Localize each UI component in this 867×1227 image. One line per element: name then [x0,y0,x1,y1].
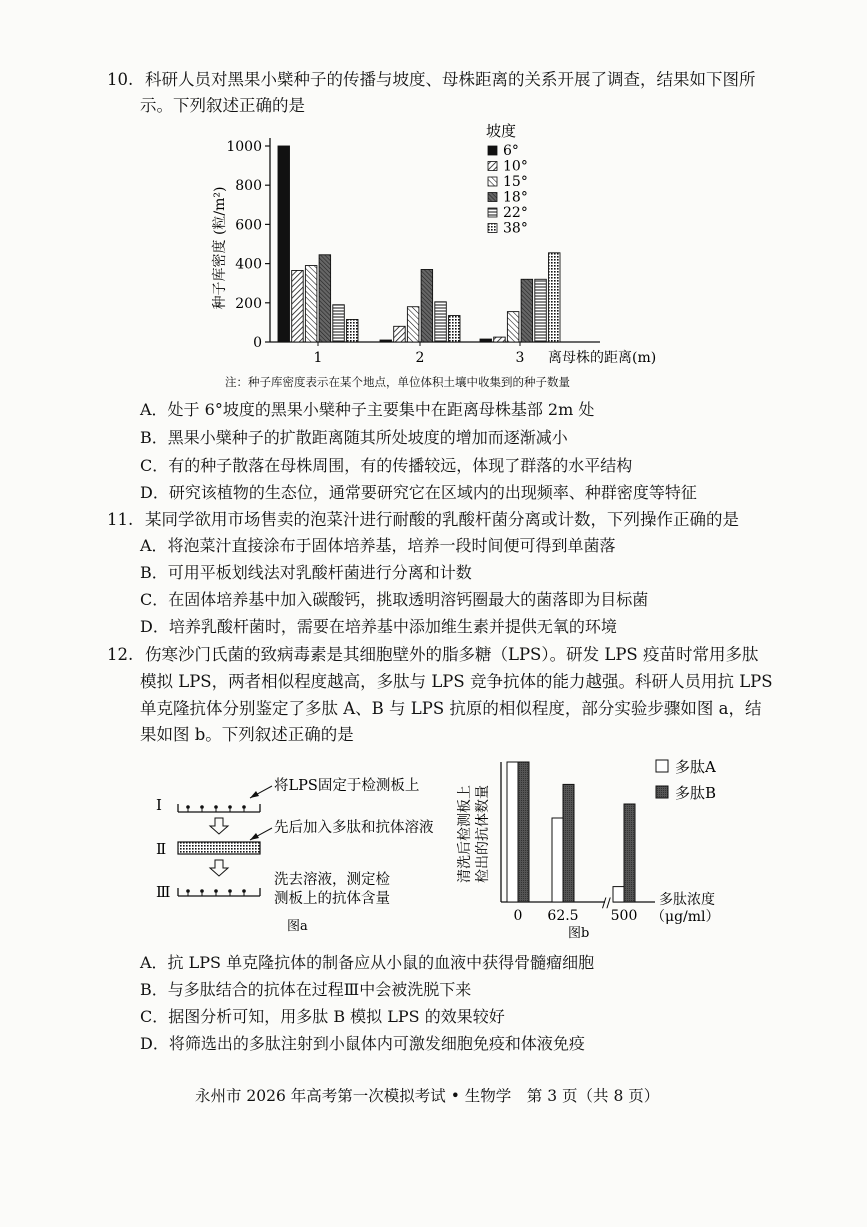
bar-18°-3 [521,279,533,342]
q12-option-d: D．将筛选出的多肽注射到小鼠体内可激发细胞免疫和体液免疫 [140,1034,585,1053]
seed-density-chart [200,118,680,373]
bar-6°-3 [480,339,492,342]
q10-option-b: B．黑果小檗种子的扩散距离随其所处坡度的增加而逐渐减小 [140,428,568,447]
bar-多肽A-0 [507,762,518,902]
q11-number: 11. [107,510,134,529]
pointer-arrowhead-2 [250,833,259,840]
q12-stem-line2: 模拟 LPS，两者相似程度越高，多肽与 LPS 竞争抗体的能力越强。科研人员用抗 LPS [140,672,773,691]
q11-option-a: A．将泡菜汁直接涂布于固体培养基，培养一段时间便可得到单菌落 [140,536,616,555]
x-tick-label: 2 [415,350,425,366]
x-tick-label: 0 [513,908,523,924]
bar-22°-2 [435,302,447,342]
legend-swatch-15° [488,177,497,186]
x-axis-label-line2: （μg/ml） [651,909,720,925]
legend-label: 15° [503,174,528,190]
q11-option-c: C．在固体培养基中加入碳酸钙，挑取透明溶钙圈最大的菌落即为目标菌 [140,590,649,609]
legend-label: 多肽B [675,784,717,802]
legend-label: 6° [503,143,519,159]
q12-stem-line1: 伤寒沙门氏菌的致病毒素是其细胞壁外的脂多糖（LPS）。研发 LPS 疫苗时常用多肽 [145,645,759,664]
legend-swatch-多肽B [656,786,668,798]
legend-label: 38° [503,220,528,237]
y-tick-label: 400 [235,256,262,273]
down-arrow-1 [210,818,228,834]
plate-step-2 [178,842,260,854]
q12-stem-line4: 果如图 b。下列叙述正确的是 [140,725,354,744]
q10-option-c: C．有的种子散落在母株周围，有的传播较远，体现了群落的水平结构 [140,456,633,475]
legend-label: 18° [503,189,528,206]
step-1-roman: Ⅰ [156,796,162,814]
legend-swatch-22° [488,208,497,217]
step-3-text-line1: 洗去溶液，测定检 [274,872,390,888]
y-tick-label: 1000 [226,139,262,155]
antibody-chart [455,752,740,942]
bar-22°-1 [333,305,345,342]
legend-swatch-6° [488,146,497,155]
x-tick-label: 1 [313,350,323,366]
step-3-roman: Ⅲ [156,883,171,901]
bar-18°-2 [421,269,433,342]
q10-stem-line1: 科研人员对黑果小檗种子的传播与坡度、母株距离的关系开展了调查，结果如下图所 [145,70,756,89]
y-tick-label: 800 [235,178,262,195]
legend-swatch-多肽A [656,760,668,772]
q12-option-a: A．抗 LPS 单克隆抗体的制备应从小鼠的血液中获得骨髓瘤细胞 [140,953,595,972]
bar-10°-1 [292,270,304,342]
q12-option-b: B．与多肽结合的抗体在过程Ⅲ中会被洗脱下来 [140,980,472,999]
step-3-text-line2: 测板上的抗体含量 [274,891,390,907]
legend-swatch-18° [488,193,497,202]
step-2-roman: Ⅱ [156,840,167,858]
y-axis-label-line2: 检出的抗体数量 [475,785,491,883]
bar-6°-1 [278,146,290,342]
y-axis-label: 种子库密度 (粒/m²) [212,186,228,310]
axis-break-mark: // [602,896,611,911]
q11-option-d: D．培养乳酸杆菌时，需要在培养基中添加维生素并提供无氧的环境 [140,617,617,636]
y-tick-label: 0 [253,335,262,351]
legend-title: 坡度 [486,122,517,140]
legend-swatch-38° [488,224,497,233]
x-tick-label: 500 [610,908,638,924]
q11-option-b: B．可用平板划线法对乳酸杆菌进行分离和计数 [140,563,472,582]
bar-38°-2 [449,316,461,342]
y-tick-label: 600 [235,217,262,234]
q10-option-a: A．处于 6°坡度的黑果小檗种子主要集中在距离母株基部 2m 处 [140,400,595,419]
y-axis-label-line1: 清洗后检测板上 [457,785,473,883]
q10-stem-line2: 示。下列叙述正确的是 [140,96,305,115]
x-axis-label: 离母株的距离(m) [548,350,657,366]
figure-b-caption: 图b [568,926,590,941]
q10-chart-note: 注：种子库密度表示在某个地点，单位体积土壤中收集到的种子数量 [225,375,570,389]
step-1-text: 将LPS固定于检测板上 [274,778,420,794]
q10-number: 10. [107,70,134,89]
bar-多肽B-0 [518,762,529,902]
q12-option-c: C．据图分析可知，用多肽 B 模拟 LPS 的效果较好 [140,1007,505,1026]
bar-15°-3 [507,312,519,342]
bar-多肽A-500 [613,887,624,902]
bar-多肽A-62.5 [552,818,563,902]
bar-15°-1 [305,266,317,342]
x-axis-label-line1: 多肽浓度 [659,892,715,908]
legend-swatch-10° [488,162,497,171]
bar-22°-3 [535,279,547,342]
x-tick-label: 3 [515,350,525,366]
pointer-arrowhead-1 [250,791,259,798]
figure-a-caption: 图a [287,919,308,934]
step-2-text: 先后加入多肽和抗体溶液 [274,820,434,836]
y-tick-label: 200 [235,295,262,312]
bar-10°-3 [494,337,506,342]
q12-number: 12. [107,645,134,664]
legend-label: 10° [503,158,528,175]
q12-stem-line3: 单克隆抗体分别鉴定了多肽 A、B 与 LPS 抗原的相似程度，部分实验步骤如图 a，结 [140,699,762,718]
bar-38°-3 [549,253,561,342]
bar-18°-1 [319,255,331,342]
page-footer: 永州市 2026 年高考第一次模拟考试 • 生物学 第 3 页（共 8 页） [195,1087,660,1105]
plate-step-1 [178,804,260,812]
figure-a-diagram [150,770,450,940]
bar-6°-2 [380,340,392,342]
bar-多肽B-500 [624,804,635,902]
plate-step-3 [178,888,260,896]
q11-stem: 某同学欲用市场售卖的泡菜汁进行耐酸的乳酸杆菌分离或计数，下列操作正确的是 [145,510,739,529]
x-tick-label: 62.5 [547,908,579,924]
down-arrow-2 [210,860,228,876]
bar-38°-1 [347,319,359,342]
bar-10°-2 [394,326,406,342]
bar-多肽B-62.5 [563,784,574,902]
bar-15°-2 [407,307,419,342]
q10-option-d: D．研究该植物的生态位，通常要研究它在区域内的出现频率、种群密度等特征 [140,483,697,502]
legend-label: 多肽A [675,758,716,776]
legend-label: 22° [503,205,528,221]
